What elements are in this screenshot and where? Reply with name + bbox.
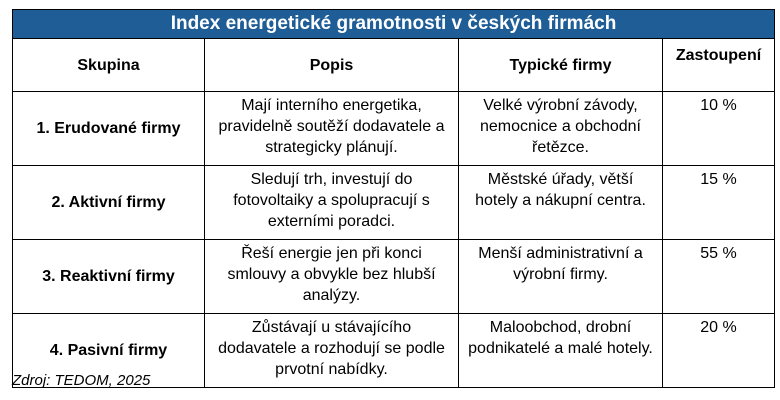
cell-typical-firms: Velké výrobní závody, nemocnice a obchodní řetězce. [459, 92, 663, 166]
table-title-row [13, 10, 775, 39]
cell-group: 1. Erudované firmy [13, 92, 205, 166]
table-row [13, 240, 775, 314]
cell-description: Řeší energie jen při konci smlouvy a obvykle bez hlubší analýzy. [205, 240, 459, 314]
table-row [13, 92, 775, 166]
cell-description: Sledují trh, investují do fotovoltaiky a spolupracují s externími poradci. [205, 166, 459, 240]
column-header-share: Zastoupení [663, 39, 775, 92]
table-header-row [13, 39, 775, 92]
table-title: Index energetické gramotnosti v českých firmách [13, 10, 775, 39]
table-row [13, 166, 775, 240]
cell-description: Zůstávají u stávajícího dodavatele a rozhodují se podle prvotní nabídky. [205, 314, 459, 388]
energy-literacy-table-container [12, 9, 774, 388]
cell-share: 10 % [663, 92, 775, 166]
column-header-typical-firms: Typické firmy [459, 39, 663, 92]
column-header-description: Popis [205, 39, 459, 92]
cell-description: Mají interního energetika, pravidelně soutěží dodavatele a strategicky plánují. [205, 92, 459, 166]
cell-group: 3. Reaktivní firmy [13, 240, 205, 314]
cell-typical-firms: Maloobchod, drobní podnikatelé a malé hotely. [459, 314, 663, 388]
cell-share: 55 % [663, 240, 775, 314]
cell-typical-firms: Městské úřady, větší hotely a nákupní centra. [459, 166, 663, 240]
cell-group: 4. Pasivní firmy [13, 314, 205, 388]
cell-share: 20 % [663, 314, 775, 388]
energy-literacy-table [12, 9, 775, 388]
cell-group: 2. Aktivní firmy [13, 166, 205, 240]
column-header-group: Skupina [13, 39, 205, 92]
cell-typical-firms: Menší administrativní a výrobní firmy. [459, 240, 663, 314]
cell-share: 15 % [663, 166, 775, 240]
source-note: Zdroj: TEDOM, 2025 [12, 372, 151, 389]
